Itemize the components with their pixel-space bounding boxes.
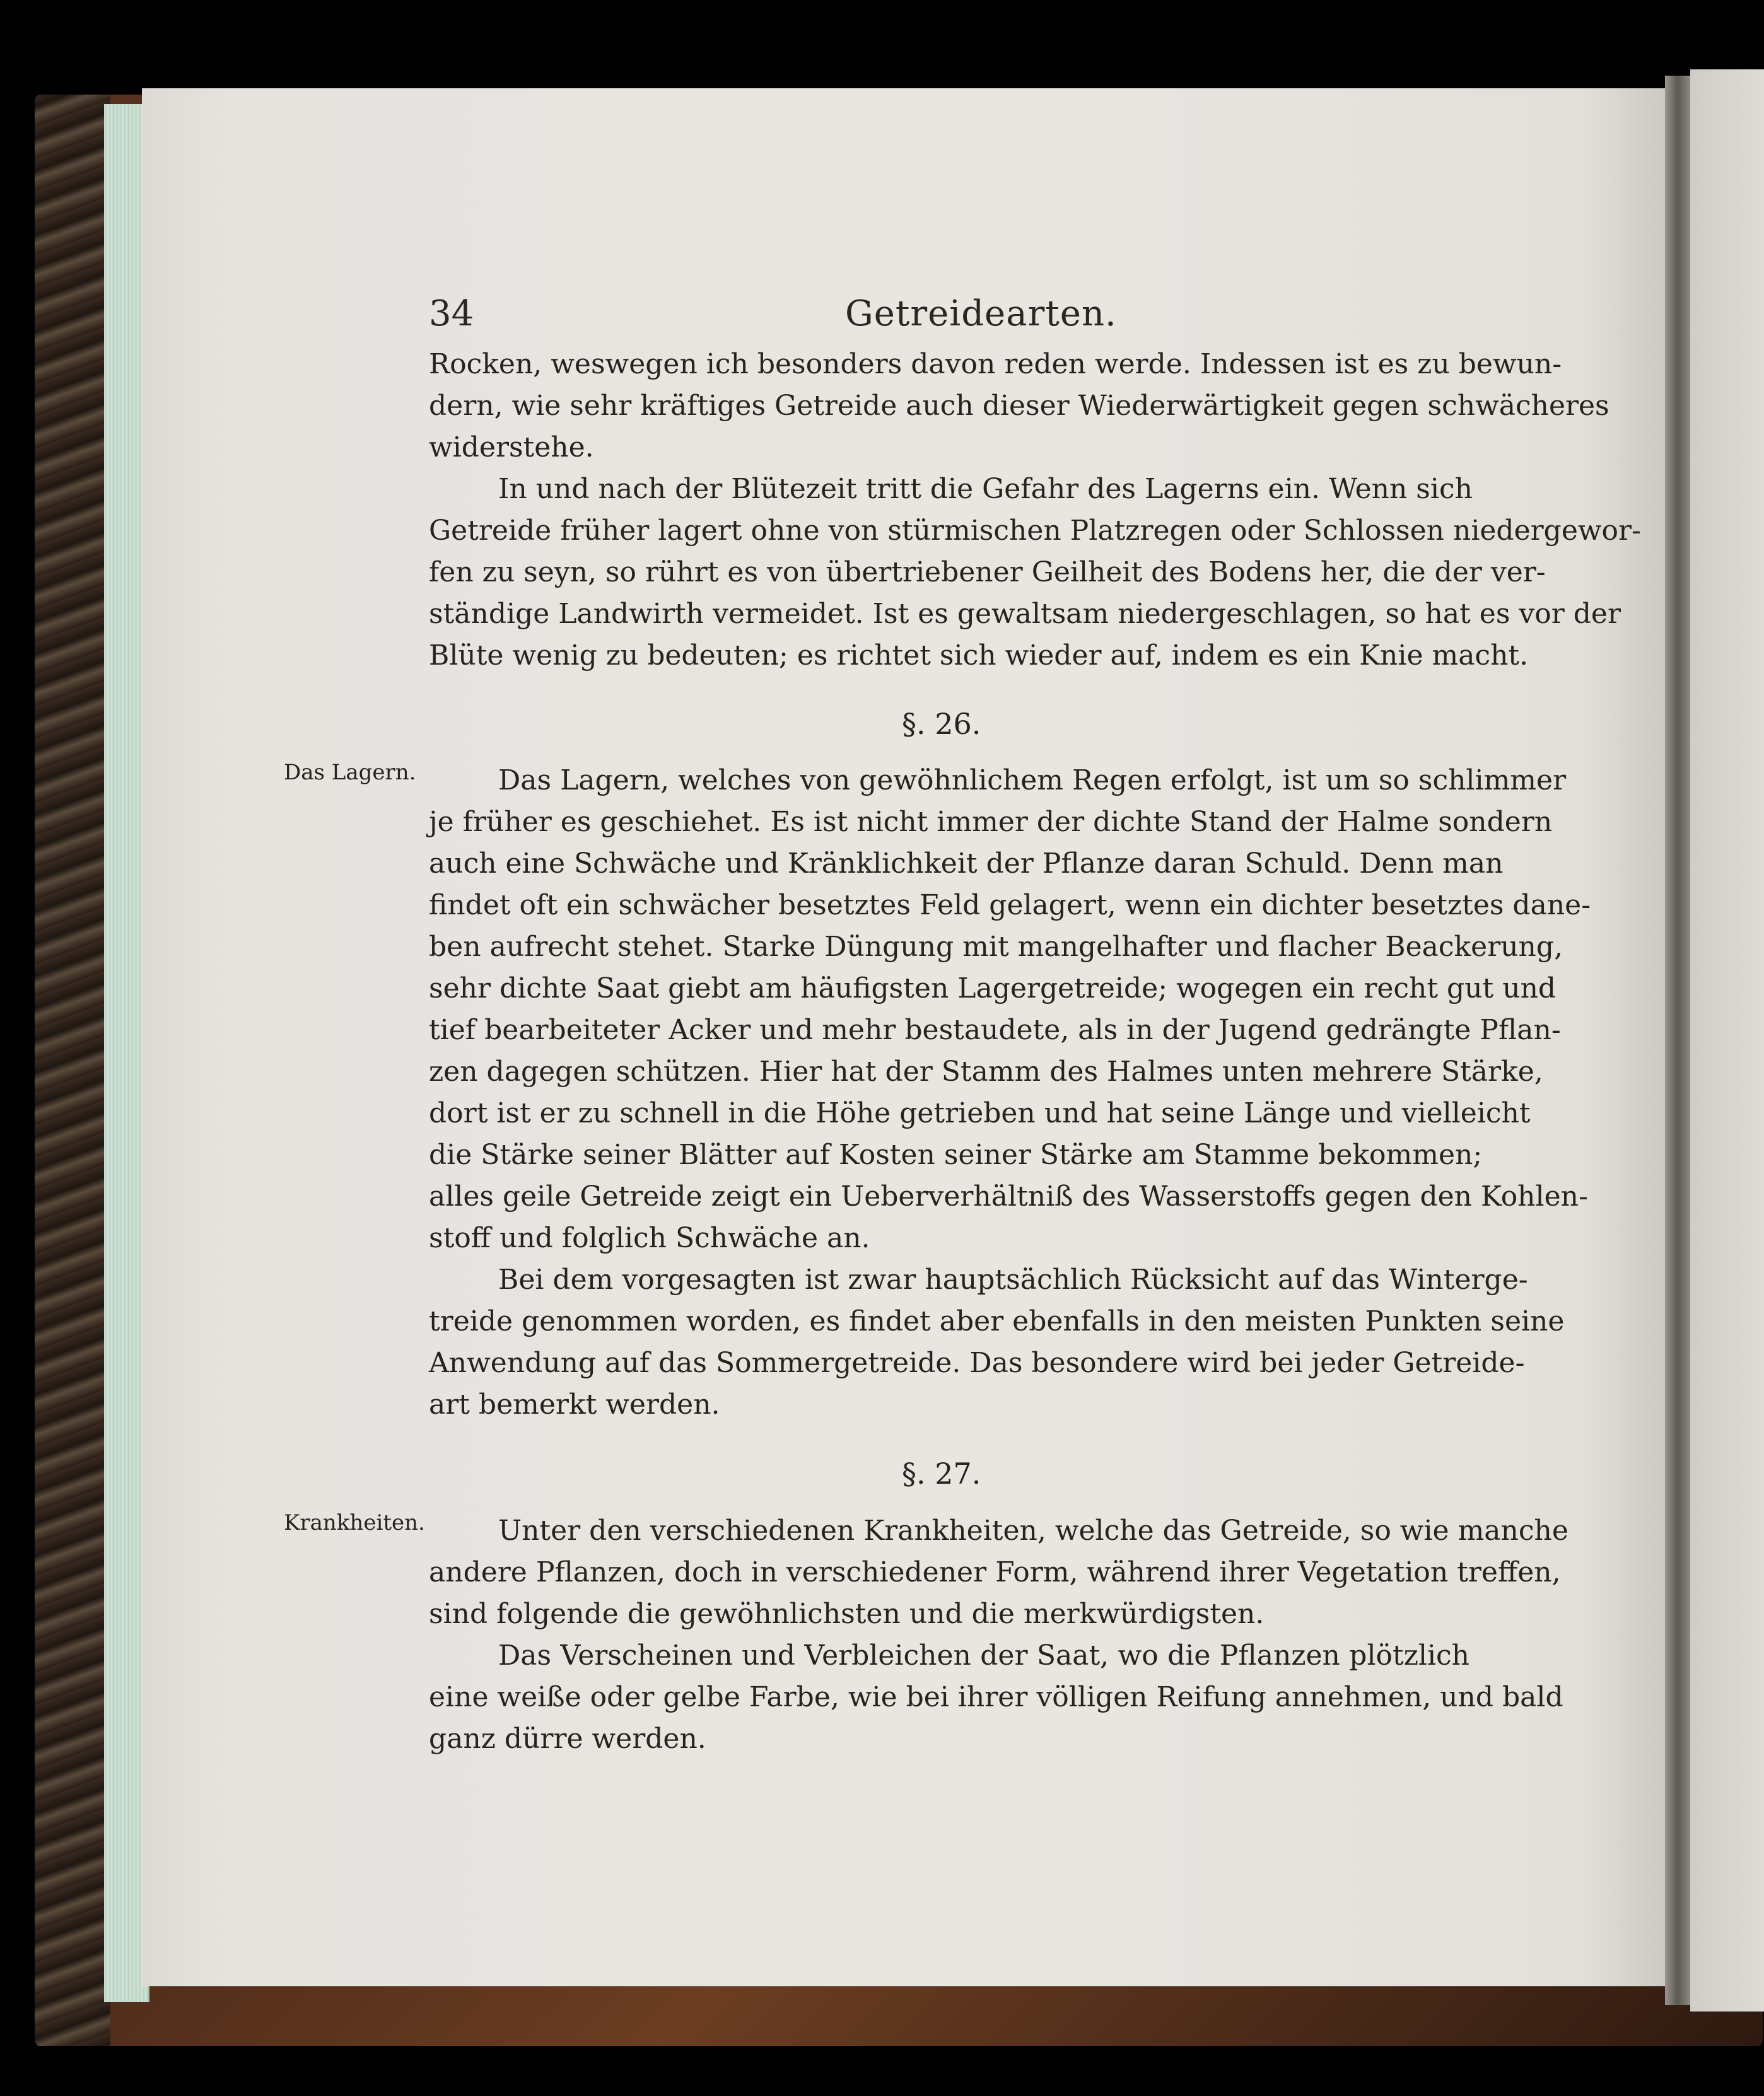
- text-line: findet oft ein schwächer besetztes Feld gelagert, wenn ein dichter besetztes dane-: [429, 889, 1591, 921]
- page-number: 34: [429, 293, 474, 334]
- text-line: sind folgende die gewöhnlichsten und die merkwürdigsten.: [429, 1598, 1265, 1630]
- text-line: Bei dem vorgesagten ist zwar hauptsächlich Rücksicht auf das Winterge-: [498, 1264, 1528, 1296]
- text-line: Anwendung auf das Sommergetreide. Das besondere wird bei jeder Getreide-: [429, 1347, 1525, 1379]
- facing-page-edge: [1690, 69, 1764, 2012]
- text-line: Getreide früher lagert ohne von stürmischen Platzregen oder Schlossen niedergewor-: [429, 515, 1641, 547]
- text-line: stoff und folglich Schwäche an.: [429, 1222, 870, 1254]
- text-line: Blüte wenig zu bedeuten; es richtet sich wieder auf, indem es ein Knie macht.: [429, 639, 1529, 672]
- text-line: alles geile Getreide zeigt ein Ueberverhältniß des Wasserstoffs gegen den Kohlen-: [429, 1180, 1588, 1213]
- text-line: Das Verscheinen und Verbleichen der Saat, wo die Pflanzen plötzlich: [498, 1639, 1469, 1672]
- text-line: die Stärke seiner Blätter auf Kosten seiner Stärke am Stamme bekommen;: [429, 1139, 1483, 1171]
- text-line: ständige Landwirth vermeidet. Ist es gewaltsam niedergeschlagen, so hat es vor der: [429, 598, 1621, 630]
- text-line: eine weiße oder gelbe Farbe, wie bei ihrer völligen Reifung annehmen, und bald: [429, 1681, 1563, 1713]
- text-line: tief bearbeiteter Acker und mehr bestaudete, als in der Jugend gedrängte Pflan-: [429, 1014, 1561, 1046]
- text-line: fen zu seyn, so rührt es von übertriebener Geilheit des Bodens her, die der ver-: [429, 556, 1546, 588]
- text-line: widerstehe.: [429, 431, 594, 463]
- text-line: ben aufrecht stehet. Starke Düngung mit mangelhafter und flacher Beackerung,: [429, 931, 1563, 963]
- section-heading: §. 26.: [902, 707, 981, 741]
- text-line: auch eine Schwäche und Kränklichkeit der Pflanze daran Schuld. Denn man: [429, 847, 1504, 880]
- text-line: Das Lagern, welches von gewöhnlichem Regen erfolgt, ist um so schlimmer: [498, 764, 1567, 796]
- text-line: Unter den verschiedenen Krankheiten, welche das Getreide, so wie manche: [498, 1515, 1568, 1547]
- book-gutter: [1665, 76, 1690, 2005]
- running-title: Getreidearten.: [845, 293, 1117, 334]
- text-line: dern, wie sehr kräftiges Getreide auch dieser Wiederwärtigkeit gegen schwächeres: [429, 390, 1609, 422]
- text-line: zen dagegen schützen. Hier hat der Stamm des Halmes unten mehrere Stärke,: [429, 1056, 1543, 1088]
- text-line: sehr dichte Saat giebt am häufigsten Lagergetreide; wogegen ein recht gut und: [429, 972, 1557, 1004]
- section-heading: §. 27.: [902, 1457, 981, 1491]
- text-line: ganz dürre werden.: [429, 1723, 706, 1755]
- text-line: je früher es geschiehet. Es ist nicht immer der dichte Stand der Halme sondern: [429, 806, 1553, 838]
- marbled-cover-edge: [35, 95, 110, 2046]
- text-line: treide genommen worden, es findet aber ebenfalls in den meisten Punkten seine: [429, 1305, 1565, 1337]
- text-line: Rocken, weswegen ich besonders davon reden werde. Indessen ist es zu bewun-: [429, 348, 1562, 380]
- marginal-note-lagern: Das Lagern.: [284, 760, 416, 785]
- marginal-note-krankheiten: Krankheiten.: [284, 1510, 425, 1535]
- text-line: art bemerkt werden.: [429, 1389, 720, 1421]
- text-line: In und nach der Blütezeit tritt die Gefahr des Lagerns ein. Wenn sich: [498, 473, 1473, 505]
- page-header: [429, 287, 1469, 344]
- text-line: dort ist er zu schnell in die Höhe getrieben und hat seine Länge und vielleicht: [429, 1097, 1531, 1129]
- text-line: andere Pflanzen, doch in verschiedener Form, während ihrer Vegetation treffen,: [429, 1556, 1561, 1588]
